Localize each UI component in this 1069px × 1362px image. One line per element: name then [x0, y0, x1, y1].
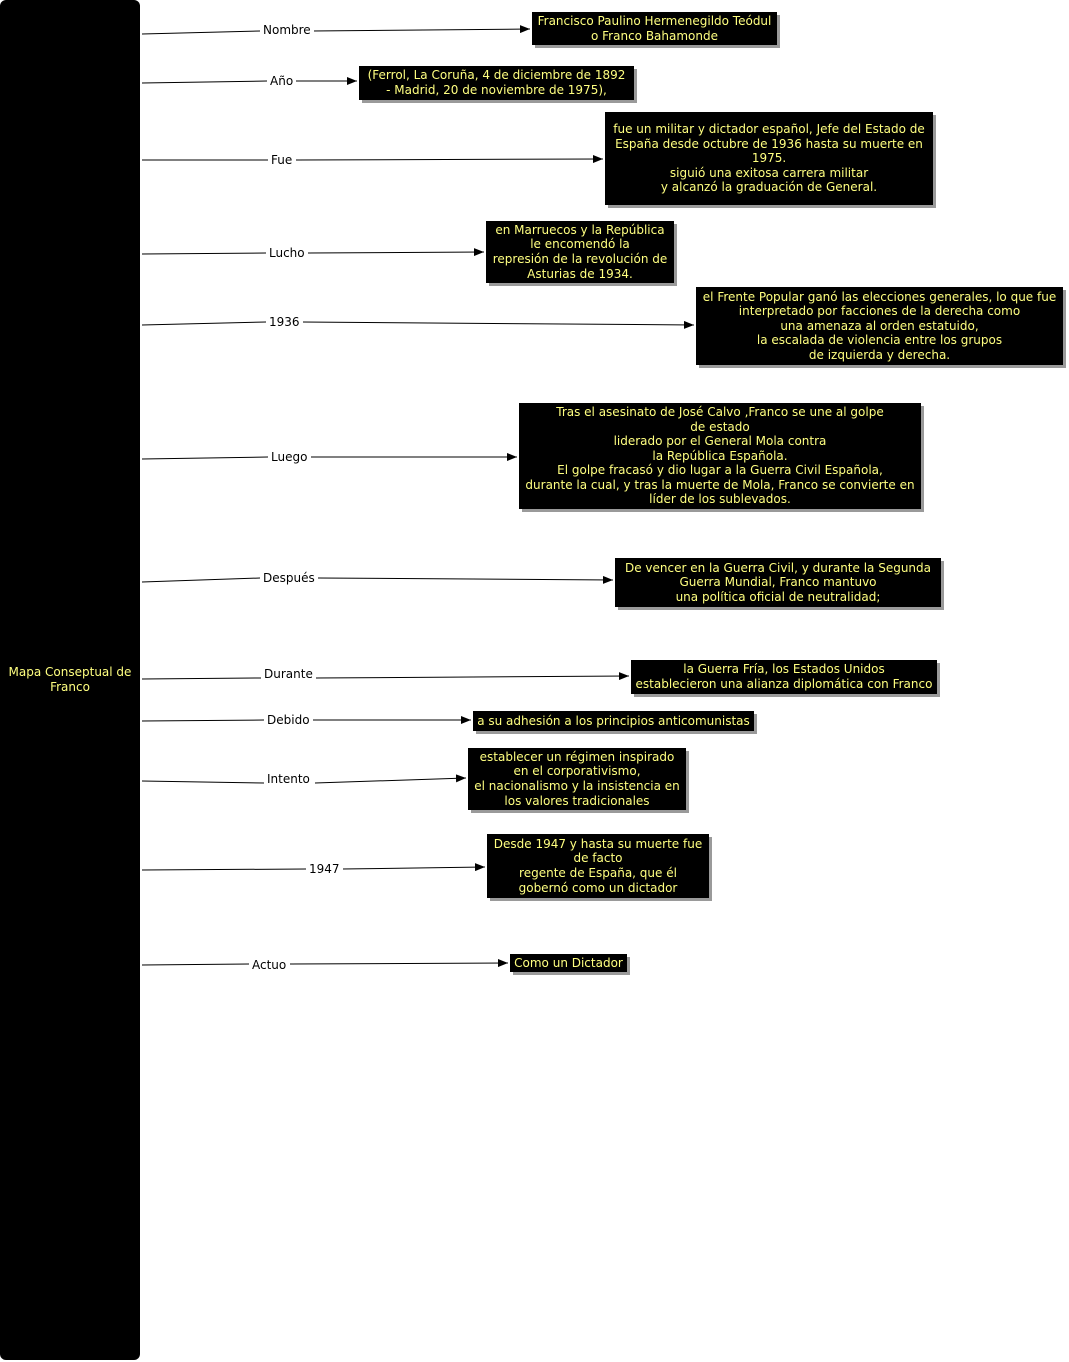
connector-in-año [142, 81, 267, 83]
node-actuo: Como un Dictador [510, 954, 627, 972]
branch-label-intento: Intento [264, 772, 313, 786]
node-intento: establecer un régimen inspirado en el corporativismo, el nacionalismo y la insistencia en los valores tradicionales [468, 748, 686, 810]
connector-arrow-intento [315, 778, 466, 783]
node-ano: (Ferrol, La Coruña, 4 de diciembre de 1892 - Madrid, 20 de noviembre de 1975), [359, 66, 634, 100]
connector-in-1947 [142, 869, 306, 870]
connector-in-lucho [142, 253, 266, 254]
connector-in-intento [142, 781, 264, 783]
connector-arrow-1936 [302, 322, 694, 325]
connector-in-durante [142, 678, 261, 679]
connector-arrow-durante [315, 676, 629, 678]
branch-label-1936: 1936 [266, 315, 303, 329]
node-despues: De vencer en la Guerra Civil, y durante la Segunda Guerra Mundial, Franco mantuvo una política oficial de neutralidad; [615, 558, 941, 607]
main-concept-title: Mapa Conseptual de Franco [8, 665, 132, 694]
branch-label-luego: Luego [268, 450, 310, 464]
branch-label-1947: 1947 [306, 862, 343, 876]
branch-label-ano: Año [267, 74, 296, 88]
connector-in-nombre [142, 31, 260, 34]
connector-in-luego [142, 457, 268, 459]
branch-label-nombre: Nombre [260, 23, 314, 37]
connector-arrow-1947 [342, 867, 485, 869]
connector-in-después [142, 578, 260, 582]
node-luego: Tras el asesinato de José Calvo ,Franco se une al golpe de estado liderado por el General Mola contra la República Española. El golpe fracasó y dio lugar a la Guerra Civil Española, durante la cual, y tras la muerte de Mola, Franco se convierte en líder de los sublevados. [519, 403, 921, 509]
branch-label-despues: Después [260, 571, 318, 585]
connector-in-debido [142, 720, 264, 721]
connector-arrow-después [318, 578, 613, 580]
node-nombre: Francisco Paulino Hermenegildo Teódul o Franco Bahamonde [532, 12, 777, 45]
node-lucho: en Marruecos y la República le encomendó la represión de la revolución de Asturias de 1934. [486, 221, 674, 283]
node-1936: el Frente Popular ganó las elecciones generales, lo que fue interpretado por facciones de la derecha como una amenaza al orden estatuido, la escalada de violencia entre los grupos de izquierda y derecha. [696, 287, 1063, 365]
branch-label-fue: Fue [268, 153, 295, 167]
connector-in-actuo [142, 964, 249, 965]
connector-in-1936 [142, 322, 266, 325]
connector-arrow-fue [296, 159, 603, 160]
branch-label-actuo: Actuo [249, 958, 289, 972]
node-debido: a su adhesión a los principios anticomunistas [473, 711, 754, 731]
node-durante: la Guerra Fría, los Estados Unidos establecieron una alianza diplomática con Franco [631, 660, 937, 694]
branch-label-durante: Durante [261, 667, 316, 681]
node-fue: fue un militar y dictador español, Jefe del Estado de España desde octubre de 1936 hasta su muerte en 1975. siguió una exitosa carrera militar y alcanzó la graduación de General. [605, 112, 933, 205]
connector-arrow-lucho [308, 252, 484, 253]
branch-label-lucho: Lucho [266, 246, 308, 260]
branch-label-debido: Debido [264, 713, 313, 727]
connector-arrow-nombre [312, 29, 530, 31]
node-1947: Desde 1947 y hasta su muerte fue de facto regente de España, que él gobernó como un dictador [487, 834, 709, 898]
connector-arrow-actuo [290, 963, 508, 964]
